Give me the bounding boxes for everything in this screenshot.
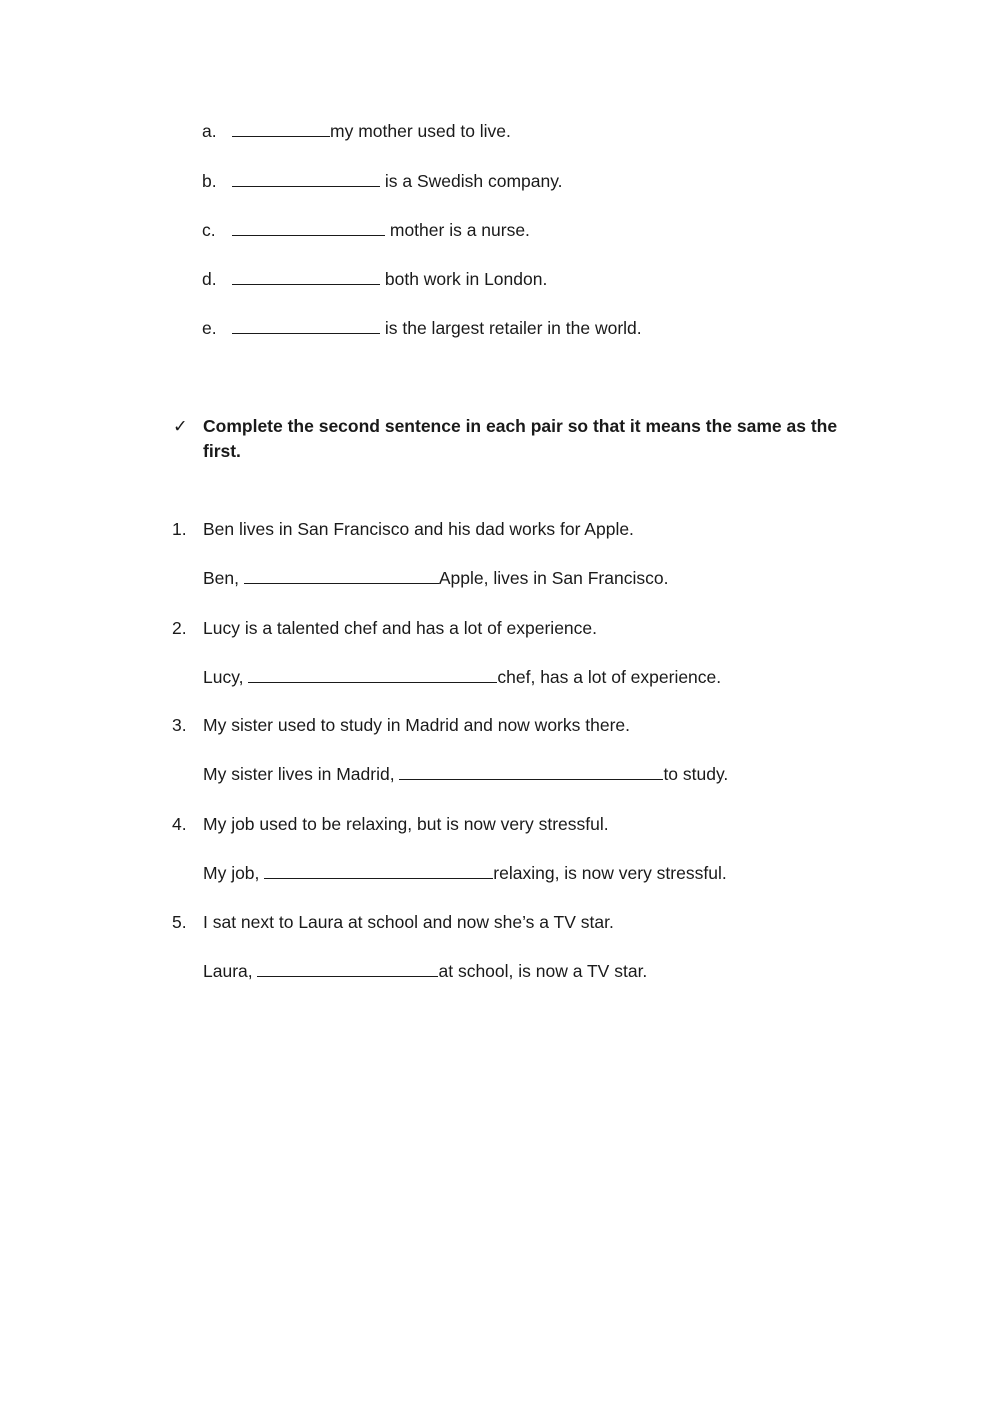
answer-blank[interactable] bbox=[232, 171, 380, 187]
item-label: b. bbox=[202, 171, 217, 191]
item-text: is the largest retailer in the world. bbox=[380, 318, 642, 338]
rewrite-line bbox=[203, 960, 647, 982]
rewrite-line bbox=[203, 567, 668, 589]
checkmark-icon: ✓ bbox=[173, 416, 188, 436]
rewrite-suffix: to study. bbox=[663, 764, 729, 784]
item-number: 2. bbox=[172, 618, 187, 638]
rewrite-prefix: Laura, bbox=[203, 961, 258, 981]
item-number: 5. bbox=[172, 912, 187, 932]
answer-blank[interactable] bbox=[257, 961, 438, 977]
item-label: e. bbox=[202, 318, 217, 338]
answer-blank[interactable] bbox=[244, 568, 439, 584]
item-label: d. bbox=[202, 269, 217, 289]
answer-blank[interactable] bbox=[264, 863, 493, 879]
rewrite-suffix: at school, is now a TV star. bbox=[438, 961, 648, 981]
answer-blank[interactable] bbox=[232, 269, 380, 285]
answer-blank[interactable] bbox=[399, 764, 663, 780]
rewrite-line bbox=[203, 763, 728, 785]
answer-blank[interactable] bbox=[248, 667, 497, 683]
item-text: my mother used to live. bbox=[330, 121, 511, 141]
rewrite-prefix: Ben, bbox=[203, 568, 244, 588]
original-sentence: Ben lives in San Francisco and his dad works for Apple. bbox=[203, 519, 634, 539]
answer-blank[interactable] bbox=[232, 121, 330, 137]
rewrite-line bbox=[203, 862, 727, 884]
item-text: both work in London. bbox=[380, 269, 548, 289]
rewrite-prefix: Lucy, bbox=[203, 667, 249, 687]
item-label: c. bbox=[202, 220, 216, 240]
item-number: 1. bbox=[172, 519, 187, 539]
original-sentence: I sat next to Laura at school and now she’s a TV star. bbox=[203, 912, 614, 932]
rewrite-prefix: My sister lives in Madrid, bbox=[203, 764, 400, 784]
answer-blank[interactable] bbox=[232, 220, 385, 236]
instruction-block bbox=[173, 414, 873, 464]
item-number: 4. bbox=[172, 814, 187, 834]
item-number: 3. bbox=[172, 715, 187, 735]
item-text: is a Swedish company. bbox=[380, 171, 563, 191]
original-sentence: My sister used to study in Madrid and now works there. bbox=[203, 715, 630, 735]
rewrite-line bbox=[203, 666, 721, 688]
original-sentence: My job used to be relaxing, but is now very stressful. bbox=[203, 814, 609, 834]
rewrite-prefix: My job, bbox=[203, 863, 265, 883]
answer-blank[interactable] bbox=[232, 318, 380, 334]
instruction-text: Complete the second sentence in each pair so that it means the same as the first. bbox=[203, 416, 838, 461]
item-label: a. bbox=[202, 121, 217, 141]
rewrite-suffix: chef, has a lot of experience. bbox=[497, 667, 722, 687]
original-sentence: Lucy is a talented chef and has a lot of experience. bbox=[203, 618, 598, 638]
item-text: mother is a nurse. bbox=[385, 220, 530, 240]
rewrite-suffix: Apple, lives in San Francisco. bbox=[438, 568, 669, 588]
rewrite-suffix: relaxing, is now very stressful. bbox=[493, 863, 727, 883]
